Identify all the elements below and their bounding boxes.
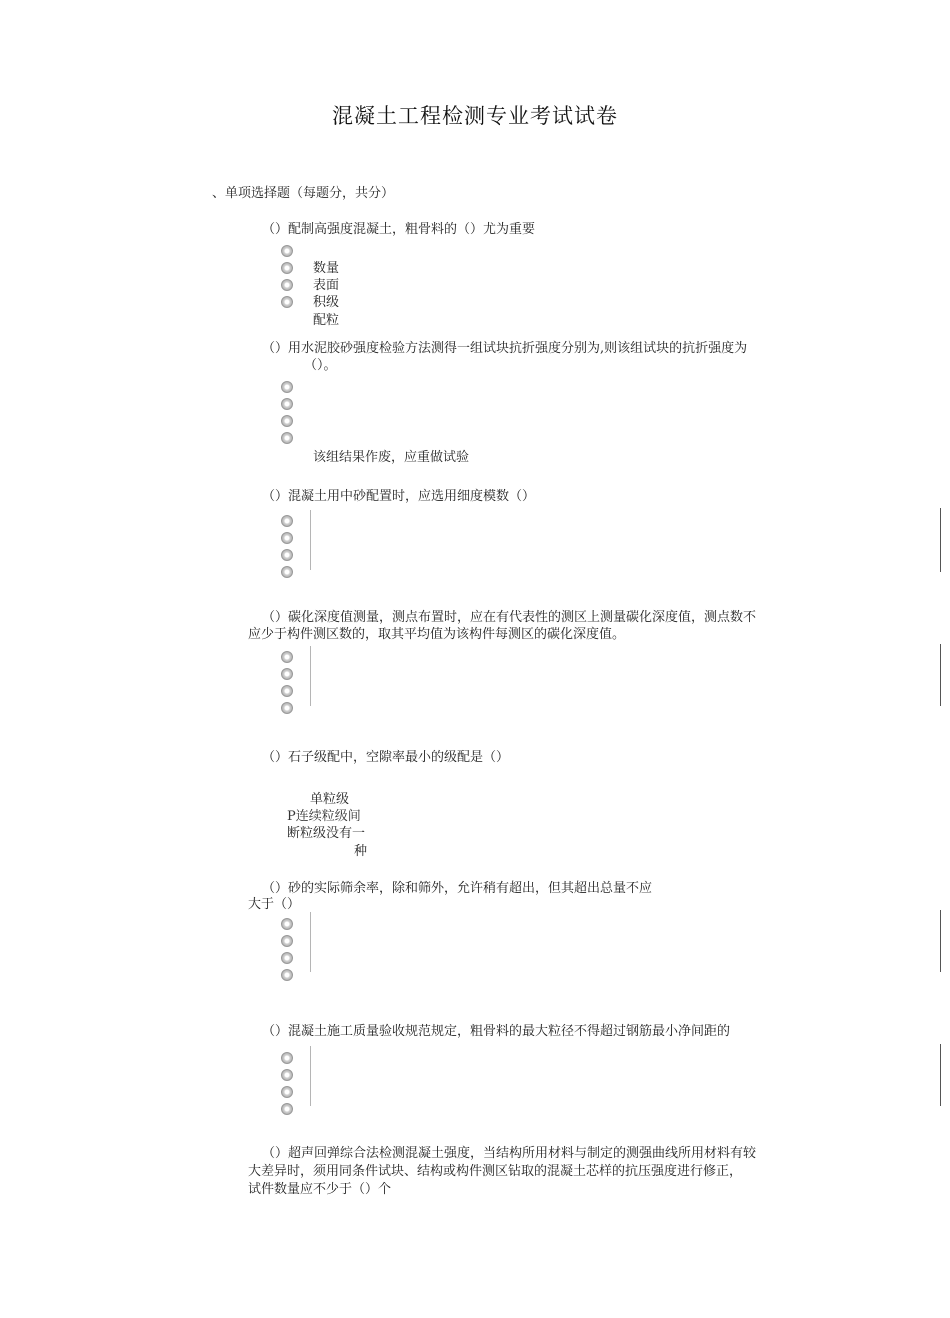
question-5-text: （）石子级配中，空隙率最小的级配是（） — [262, 750, 510, 765]
question-3-text: （）混凝土用中砂配置时，应选用细度模数（） — [262, 489, 536, 504]
section-header: 、单项选择题（每题分，共分） — [212, 186, 395, 201]
q6-radio-3[interactable] — [281, 952, 293, 964]
q7-divider — [310, 1046, 311, 1106]
question-8-line2: 大差异时，须用同条件试块、结构或构件测区钻取的混凝土芯样的抗压强度进行修正， — [248, 1164, 743, 1179]
q1-radio-3[interactable] — [281, 279, 293, 291]
page-edge-mark-4 — [940, 1044, 941, 1106]
q4-divider — [310, 646, 311, 706]
page-title: 混凝土工程检测专业考试试卷 — [332, 104, 618, 128]
question-6-line2: 大于（） — [248, 897, 301, 912]
q5-option-1: 单粒级 — [310, 792, 350, 807]
page-edge-mark-1 — [940, 508, 941, 572]
q5-option-3: 断粒级没有一 — [287, 826, 366, 841]
q5-option-4: 种 — [354, 844, 368, 859]
question-7-text: （）混凝土施工质量验收规范规定，粗骨料的最大粒径不得超过钢筋最小净间距的 — [262, 1024, 731, 1039]
q4-radio-3[interactable] — [281, 685, 293, 697]
q7-radio-1[interactable] — [281, 1052, 293, 1064]
page-edge-mark-3 — [940, 910, 941, 972]
question-4-line2: 应少于构件测区数的，取其平均值为该构件每测区的碳化深度值。 — [248, 627, 626, 642]
q6-radio-1[interactable] — [281, 918, 293, 930]
q1-radio-2[interactable] — [281, 262, 293, 274]
q3-radio-1[interactable] — [281, 515, 293, 527]
question-8-line1: （）超声回弹综合法检测混凝土强度，当结构所用材料与制定的测强曲线所用材料有较 — [262, 1146, 757, 1161]
q5-option-2: P连续粒级间 — [287, 809, 361, 824]
q1-option-4: 配粒 — [313, 313, 340, 328]
q7-radio-3[interactable] — [281, 1086, 293, 1098]
question-8-line3: 试件数量应不少于（）个 — [248, 1182, 392, 1197]
q4-radio-2[interactable] — [281, 668, 293, 680]
q4-radio-1[interactable] — [281, 651, 293, 663]
question-6-line1: （）砂的实际筛余率，除和筛外，允许稍有超出，但其超出总量不应 — [262, 881, 653, 896]
q2-radio-3[interactable] — [281, 415, 293, 427]
page-edge-mark-2 — [940, 644, 941, 706]
q2-radio-2[interactable] — [281, 398, 293, 410]
q1-option-2: 表面 — [313, 278, 340, 293]
question-2-line1: （）用水泥胶砂强度检验方法测得一组试块抗折强度分别为,则该组试块的抗折强度为 — [262, 341, 748, 356]
question-1-text: （）配制高强度混凝土，粗骨料的（）尤为重要 — [262, 222, 536, 237]
q3-radio-3[interactable] — [281, 549, 293, 561]
q3-divider — [310, 510, 311, 570]
q7-radio-4[interactable] — [281, 1103, 293, 1115]
q4-radio-4[interactable] — [281, 702, 293, 714]
q6-radio-2[interactable] — [281, 935, 293, 947]
q1-radio-4[interactable] — [281, 296, 293, 308]
q1-option-1: 数量 — [313, 261, 340, 276]
q2-cut-text: 该组结果作废，应重做试验 — [313, 450, 470, 465]
q2-radio-1[interactable] — [281, 381, 293, 393]
q2-radio-4[interactable] — [281, 432, 293, 444]
q1-option-3: 积级 — [313, 295, 340, 310]
q6-divider — [310, 912, 311, 972]
q3-radio-2[interactable] — [281, 532, 293, 544]
question-2-line2: （）。 — [304, 358, 337, 373]
q7-radio-2[interactable] — [281, 1069, 293, 1081]
q1-radio-1[interactable] — [281, 245, 293, 257]
q3-radio-4[interactable] — [281, 566, 293, 578]
q6-radio-4[interactable] — [281, 969, 293, 981]
question-4-line1: （）碳化深度值测量，测点布置时，应在有代表性的测区上测量碳化深度值，测点数不 — [262, 610, 757, 625]
